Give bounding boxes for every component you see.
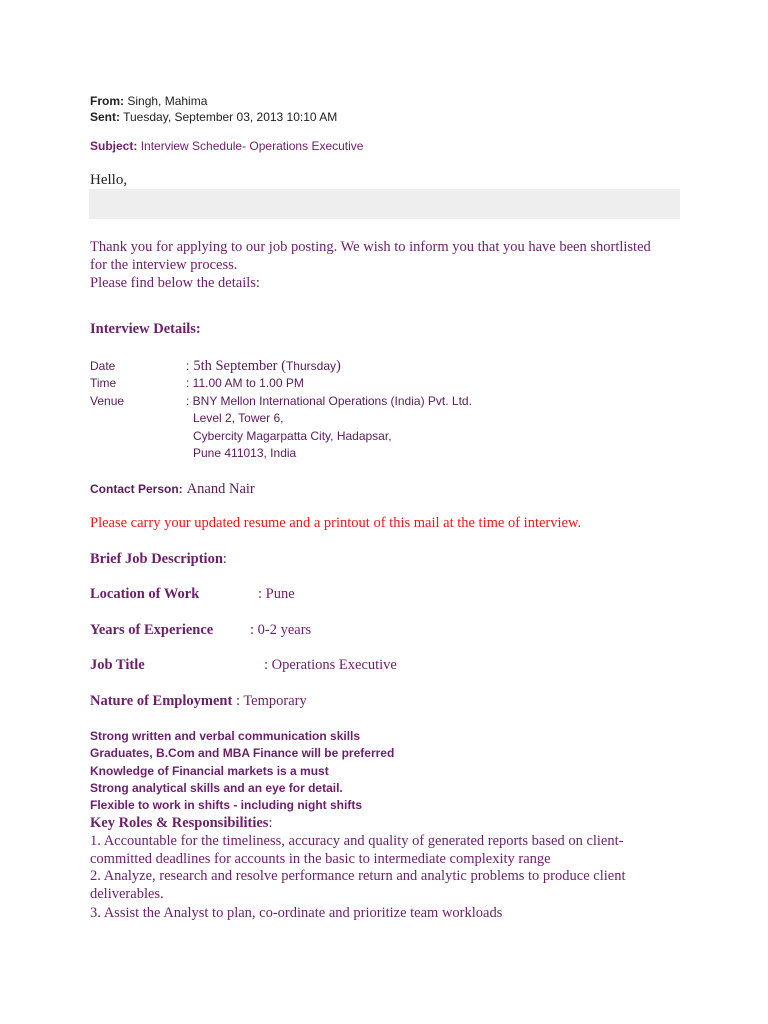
job-title-label: Job Title [90,657,145,673]
from-line [90,94,207,108]
resume-notice: Please carry your updated resume and a printout of this mail at the time of interview. [90,515,582,531]
job-heading-colon: : [222,551,227,567]
intro-line-1: Thank you for applying to our job posting. We wish to inform you that you have been shortlisted [90,239,651,255]
venue-line-3: Cybercity Magarpatta City, Hadapsar, [193,429,392,443]
skill-item: Flexible to work in shifts - including night shifts [90,798,363,812]
from-value: Singh, Mahima [127,94,208,108]
subject-label: Subject: [90,139,138,153]
job-heading-line [90,551,227,568]
nature-line [90,693,307,710]
experience-value: : 0-2 years [250,622,312,638]
role-item-2-line-2: deliverables. [90,886,164,902]
contact-label: Contact Person: [90,482,183,496]
sent-value: Tuesday, September 03, 2013 10:10 AM [123,110,338,124]
roles-heading-colon: : [268,815,273,831]
location-label: Location of Work [90,586,200,602]
date-value-day: Thursday [285,359,336,373]
nature-value: : Temporary [232,693,307,709]
from-label: From: [90,94,124,108]
interview-heading: Interview Details: [90,321,201,337]
venue-line-4: Pune 411013, India [193,446,297,460]
date-value-end: ) [336,358,341,374]
skill-item: Strong written and verbal communication skills [90,729,361,743]
skill-item: Strong analytical skills and an eye for detail. [90,781,343,795]
time-label: Time [90,376,117,390]
subject-line [90,139,363,153]
venue-value: : BNY Mellon International Operations (India) Pvt. Ltd. [186,394,472,408]
sent-label: Sent: [90,110,120,124]
skill-item: Graduates, B.Com and MBA Finance will be preferred [90,746,395,760]
redacted-block [89,189,680,219]
contact-value: Anand Nair [186,481,255,497]
intro-line-2: for the interview process. [90,257,238,273]
role-item-2-line-1: 2. Analyze, research and resolve performance return and analytic problems to produce client [90,868,626,884]
role-item-1-line-1: 1. Accountable for the timeliness, accuracy and quality of generated reports based on client- [90,833,624,849]
date-label: Date [90,359,116,373]
venue-label: Venue [90,394,125,408]
contact-line [90,480,255,498]
sent-line [90,110,337,124]
job-title-value: : Operations Executive [264,657,397,673]
role-item-3-line-1: 3. Assist the Analyst to plan, co-ordinate and prioritize team workloads [90,905,503,921]
roles-heading-line [90,815,272,832]
location-value: : Pune [258,586,295,602]
experience-label: Years of Experience [90,622,214,638]
time-value: : 11.00 AM to 1.00 PM [186,376,304,390]
date-value [186,357,341,375]
subject-value: Interview Schedule- Operations Executive [140,139,364,153]
greeting: Hello, [90,172,128,188]
skill-item: Knowledge of Financial markets is a must [90,764,329,778]
role-item-1-line-2: committed deadlines for accounts in the basic to intermediate complexity range [90,851,551,867]
roles-heading: Key Roles & Responsibilities [90,815,269,831]
venue-line-2: Level 2, Tower 6, [193,411,284,425]
job-heading: Brief Job Description [90,551,223,567]
date-sep: : [186,359,190,373]
intro-line-3: Please find below the details: [90,275,260,291]
nature-label: Nature of Employment [90,693,233,709]
date-value-main: 5th September ( [193,358,286,374]
